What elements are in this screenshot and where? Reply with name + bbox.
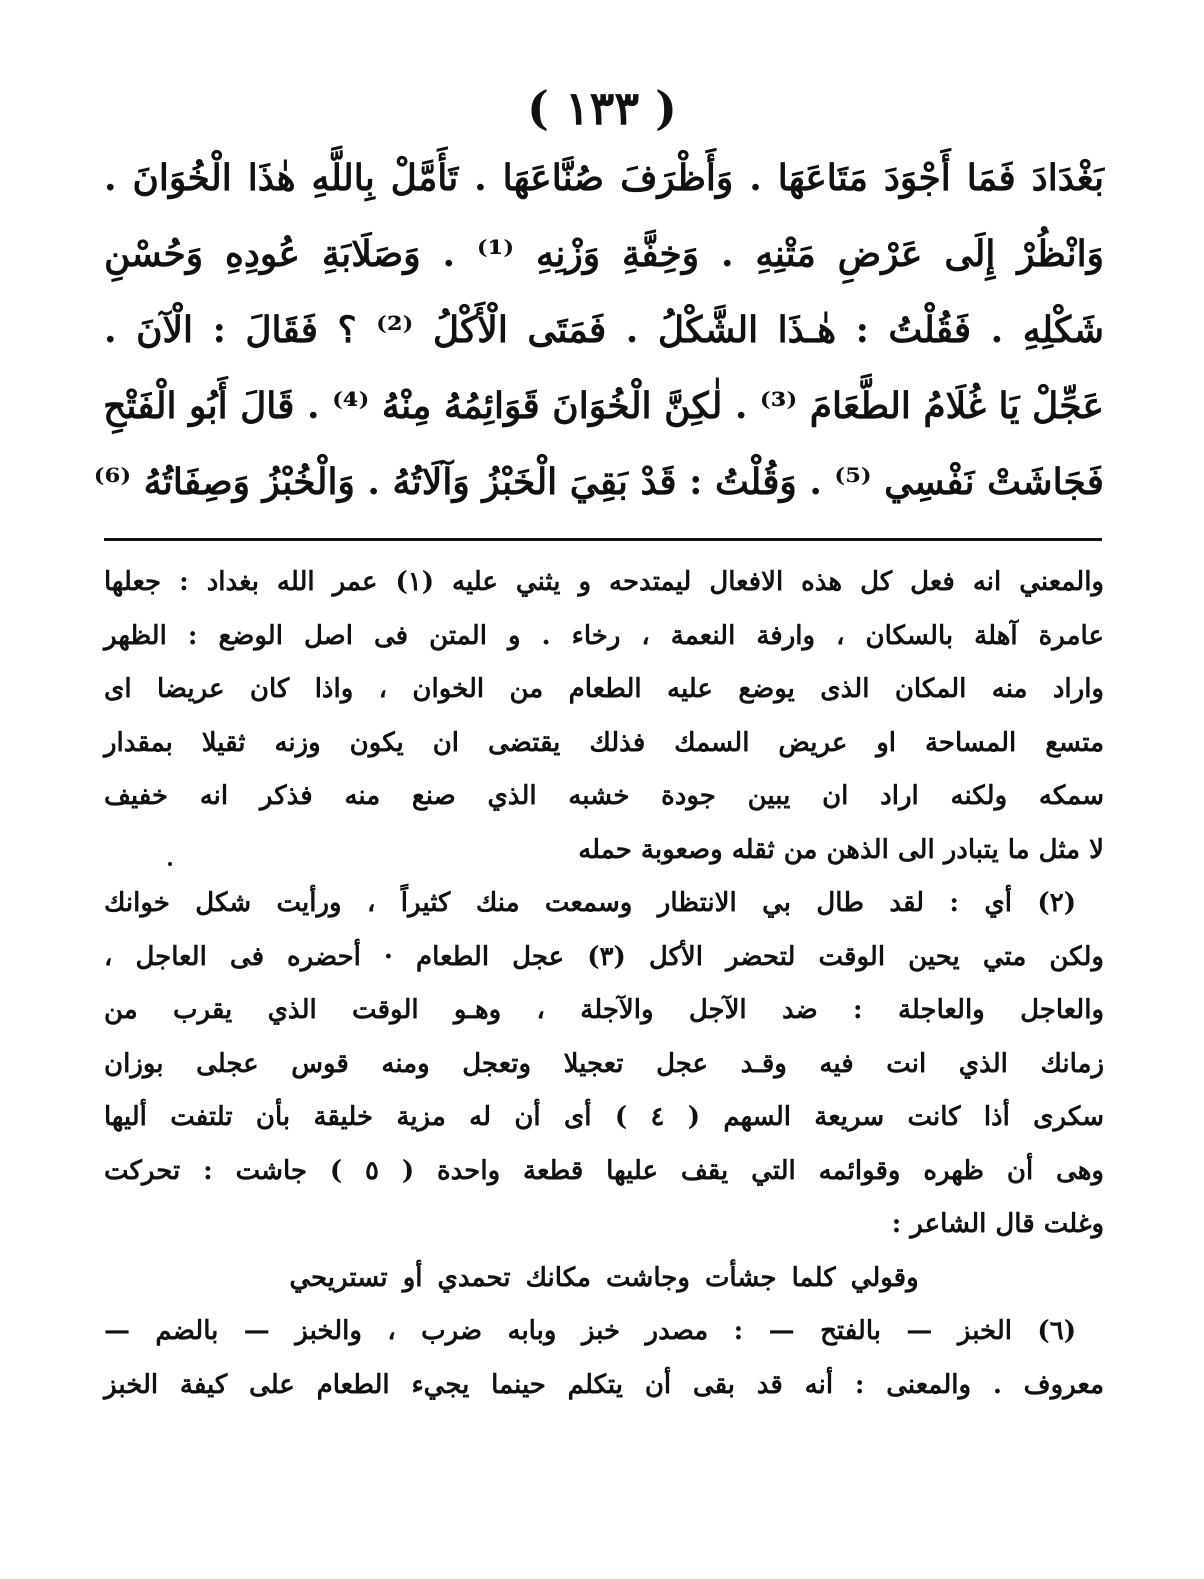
main-text-line: بَغْدَادَ فَمَا أَجْوَدَ مَتَاعَهَا . وَأَظْرَفَ صُنَّاعَهَا . تَأَمَّلْ بِاللَّهِ هٰذَا الْخُوَانَ . bbox=[104, 157, 1104, 199]
footnote-line: (٦) الخبز — بالفتح — : مصدر خبز وبابه ضرب ، والخبز — بالضم — bbox=[104, 1316, 1076, 1346]
footnote-line: (٢) أي : لقد طال بي الانتظار وسمعت منك كثيراً ، ورأيت شكل خوانك bbox=[104, 888, 1076, 918]
footnotes bbox=[104, 556, 1104, 1412]
footnote-line: ولكن متي يحين الوقت لتحضر الأكل (٣) عجل الطعام · أحضره فى العاجل ، bbox=[104, 941, 1104, 972]
print-speck bbox=[168, 862, 172, 866]
footnote-line: معروف . والمعنى : أنه قد بقى أن يتكلم حينما يجيء الطعام على كيفة الخبز bbox=[104, 1369, 1104, 1400]
footnote-line: متسع المساحة او عريض السمك فذلك يقتضى ان يكون وزنه ثقيلا بمقدار bbox=[104, 727, 1104, 758]
footnote-line: والمعني انه فعل كل هذه الافعال ليمتدحه و يثني عليه (١) عمر الله بغداد : جعلها bbox=[104, 567, 1104, 597]
footnote-line: عامرة آهلة بالسكان ، وارفة النعمة ، رخاء . و المتن فى اصل الوضع : الظهر bbox=[104, 620, 1104, 651]
footnote-line: واراد منه المكان الذى يوضع عليه الطعام من الخوان ، واذا كان عريضا اى bbox=[104, 674, 1104, 704]
main-text-line: وَانْظُرْ إِلَى عَرْضِ مَتْنِهِ . وَخِفَّةِ وَزْنِهِ ⁽¹⁾ . وَصَلَابَةِ عُودِهِ وَحُسْنِ bbox=[104, 233, 1104, 275]
main-text-line: عَجِّلْ يَا غُلَامُ الطَّعَامَ ⁽³⁾ . لٰكِنَّ الْخُوَانَ قَوَائِمُهُ مِنْهُ ⁽⁴⁾ . قَالَ أَبُو الْفَتْحِ bbox=[103, 385, 1104, 427]
footnote-line: سمكه ولكنه اراد ان يبين جودة خشبه الذي صنع منه فذكر انه خفيف bbox=[104, 781, 1104, 811]
main-text bbox=[93, 140, 1104, 520]
footnote-line: وغلت قال الشاعر : bbox=[891, 1209, 1104, 1239]
main-text-line: فَجَاشَتْ نَفْسِي ⁽⁵⁾ . وَقُلْتُ : قَدْ بَقِيَ الْخَبْزُ وَآلَاتُهُ . وَالْخُبْزُ وَصِفَاتُهُ ⁽⁶⁾ bbox=[93, 461, 1104, 503]
footnote-separator bbox=[104, 538, 1102, 541]
footnote-line: زمانك الذي انت فيه وقـد عجل تعجيلا وتعجل ومنه قوس عجلى بوزان bbox=[104, 1048, 1104, 1079]
footnote-line: وهى أن ظهره وقوائمه التي يقف عليها قطعة واحدة ( ٥ ) جاشت : تحركت bbox=[104, 1155, 1104, 1186]
main-text-line: شَكْلِهِ . فَقُلْتُ : هٰـذَا الشَّكْلُ . فَمَتَى الْأَكْلُ ⁽²⁾ ؟ فَقَالَ : الْآنَ . bbox=[104, 309, 1104, 351]
footnote-line: لا مثل ما يتبادر الى الذهن من ثقله وصعوبة حمله bbox=[578, 834, 1104, 865]
footnote-line: سكرى أذا كانت سريعة السهم ( ٤ ) أى أن له مزية خليقة بأن تلتفت أليها bbox=[104, 1102, 1104, 1132]
page-number: ( ١٣٣ ) bbox=[527, 81, 677, 135]
poem-verse: وقولي كلما جشأت وجاشت مكانك تحمدي أو تستريحي bbox=[289, 1262, 919, 1293]
footnote-line: والعاجل والعاجلة : ضد الآجل والآجلة ، وهـو الوقت الذي يقرب من bbox=[104, 995, 1104, 1025]
